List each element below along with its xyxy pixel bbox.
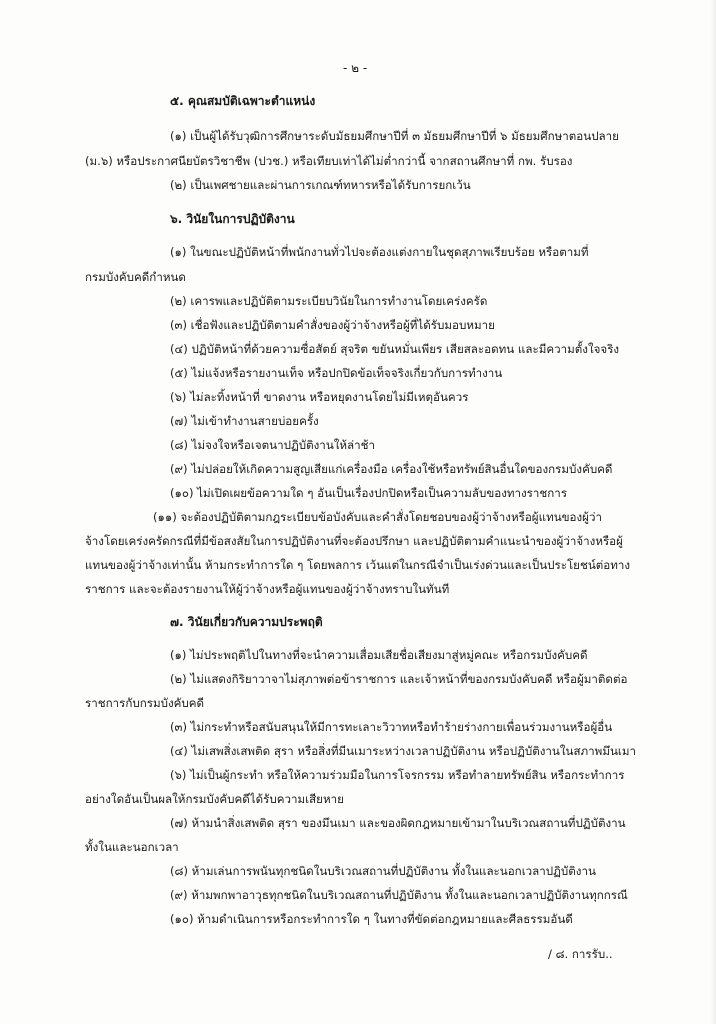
section7-item8: (๙) ห้ามพกพาอาวุธทุกชนิดในบริเวณสถานที่ปฏิบัติงาน ทั้งในและนอกเวลาปฏิบัติงานทุกกรณี	[170, 888, 628, 902]
section6-item1-line1: (๑) ในขณะปฏิบัติหน้าที่พนักงานทั่วไปจะต้องแต่งกายในชุดสุภาพเรียบร้อย หรือตามที่	[170, 245, 589, 259]
section7-item9: (๑๐) ห้ามดำเนินการหรือกระทำการใด ๆ ในทางที่ขัดต่อกฎหมายและศีลธรรมอันดี	[170, 912, 573, 926]
section7-item2-line2: ราชการกับกรมบังคับคดี	[85, 696, 205, 710]
section6-item11-line4: ราชการ และจะต้องรายงานให้ผู้ว่าจ้างหรือผู้แทนของผู้ว่าจ้างทราบในทันที	[85, 582, 450, 596]
section5-item1-line1: (๑) เป็นผู้ได้รับวุฒิการศึกษาระดับมัธยมศึกษาปีที่ ๓ มัธยมศึกษาปีที่ ๖ มัธยมศึกษาตอนปลาย	[170, 129, 619, 143]
section5-item1-line2: (ม.๖) หรือประกาศนียบัตรวิชาชีพ (ปวช.) หรือเทียบเท่าได้ไม่ต่ำกว่านี้ จากสถานศึกษาที่ กพ. รับรอง	[85, 154, 573, 168]
section6-item10: (๑๐) ไม่เปิดเผยข้อความใด ๆ อันเป็นเรื่องปกปิดหรือเป็นความลับของทางราชการ	[170, 486, 568, 500]
section6-item11-line2: จ้างโดยเคร่งครัดกรณีที่มีข้อสงสัยในการปฏิบัติงานที่จะต้องปรึกษา และปฏิบัติตามคำแนะนำของผู้ว่าจ้างหรือผู้	[85, 534, 623, 548]
section6-item2: (๒) เคารพและปฏิบัติตามระเบียบวินัยในการทำงานโดยเคร่งครัด	[170, 294, 488, 308]
section7-item3: (๓) ไม่กระทำหรือสนับสนุนให้มีการทะเลาะวิวาทหรือทำร้ายร่างกายเพื่อนร่วมงานหรือผู้อื่น	[170, 720, 613, 734]
section7-heading: ๗. วินัยเกี่ยวกับความประพฤติ	[170, 615, 323, 629]
section6-item11-line1: (๑๑) จะต้องปฏิบัติตามกฎระเบียบข้อบังคับและคำสั่งโดยชอบของผู้ว่าจ้างหรือผู้แทนของผู้ว่า	[153, 510, 602, 524]
section5-item2: (๒) เป็นเพศชายและผ่านการเกณฑ์ทหารหรือได้รับการยกเว้น	[170, 178, 471, 192]
section7-item7: (๘) ห้ามเล่นการพนันทุกชนิดในบริเวณสถานที่ปฏิบัติงาน ทั้งในและนอกเวลาปฏิบัติงาน	[170, 864, 596, 878]
section6-item3: (๓) เชื่อฟังและปฏิบัติตามคำสั่งของผู้ว่าจ้างหรือผู้ที่ได้รับมอบหมาย	[170, 318, 495, 332]
scan-edge-shadow	[710, 0, 716, 1024]
section5-heading: ๕. คุณสมบัติเฉพาะตำแหน่ง	[170, 94, 316, 108]
section6-item8: (๘) ไม่จงใจหรือเจตนาปฏิบัติงานให้ล่าช้า	[170, 438, 376, 452]
section7-item5-line1: (๖) ไม่เป็นผู้กระทำ หรือให้ความร่วมมือในการโจรกรรม หรือทำลายทรัพย์สิน หรือกระทำการ	[170, 768, 625, 782]
section6-heading: ๖. วินัยในการปฏิบัติงาน	[170, 212, 295, 226]
section7-item6-line2: ทั้งในและนอกเวลา	[85, 840, 179, 854]
section6-item5: (๕) ไม่แจ้งหรือรายงานเท็จ หรือปกปิดข้อเท็จจริงเกี่ยวกับการทำงาน	[170, 366, 503, 380]
section6-item7: (๗) ไม่เข้าทำงานสายบ่อยครั้ง	[170, 414, 319, 428]
section6-item11-line3: แทนของผู้ว่าจ้างเท่านั้น ห้ามกระทำการใด ๆ โดยพลการ เว้นแต่ในกรณีจำเป็นเร่งด่วนและเป็นประโยชน์ต่อทาง	[85, 558, 631, 572]
section6-item1-line2: กรมบังคับคดีกำหนด	[85, 270, 186, 284]
section7-item5-line2: อย่างใดอันเป็นผลให้กรมบังคับคดีได้รับความเสียหาย	[85, 792, 344, 806]
section7-item1: (๑) ไม่ประพฤติไปในทางที่จะนำความเสื่อมเสียชื่อเสียงมาสู่หมู่คณะ หรือกรมบังคับคดี	[170, 648, 588, 662]
section7-item4: (๔) ไม่เสพสิ่งเสพติด สุรา หรือสิ่งที่มีนเมาระหว่างเวลาปฏิบัติงาน หรือปฏิบัติงานในสภาพมึนเมา	[170, 744, 636, 758]
section7-item2-line1: (๒) ไม่แสดงกิริยาวาจาไม่สุภาพต่อข้าราชการ และเจ้าหน้าที่ของกรมบังคับคดี หรือผู้มาติดต่อ	[170, 672, 628, 686]
continuation-note: / ๘. การรับ..	[548, 947, 613, 961]
section6-item9: (๙) ไม่ปล่อยให้เกิดความสูญเสียแก่เครื่องมือ เครื่องใช้หรือทรัพย์สินอื่นใดของกรมบังคับคดี	[170, 462, 613, 476]
section7-item6-line1: (๗) ห้ามนำสิ่งเสพติด สุรา ของมึนเมา และของผิดกฎหมายเข้ามาในบริเวณสถานที่ปฏิบัติงาน	[170, 816, 626, 830]
page-number: - ๒ -	[343, 61, 368, 75]
section6-item6: (๖) ไม่ละทิ้งหน้าที่ ขาดงาน หรือหยุดงานโดยไม่มีเหตุอันควร	[170, 390, 469, 404]
section6-item4: (๔) ปฏิบัติหน้าที่ด้วยความซื่อสัตย์ สุจริต ขยันหมั่นเพียร เสียสละอดทน และมีความตั้งใจจริง	[170, 342, 620, 356]
